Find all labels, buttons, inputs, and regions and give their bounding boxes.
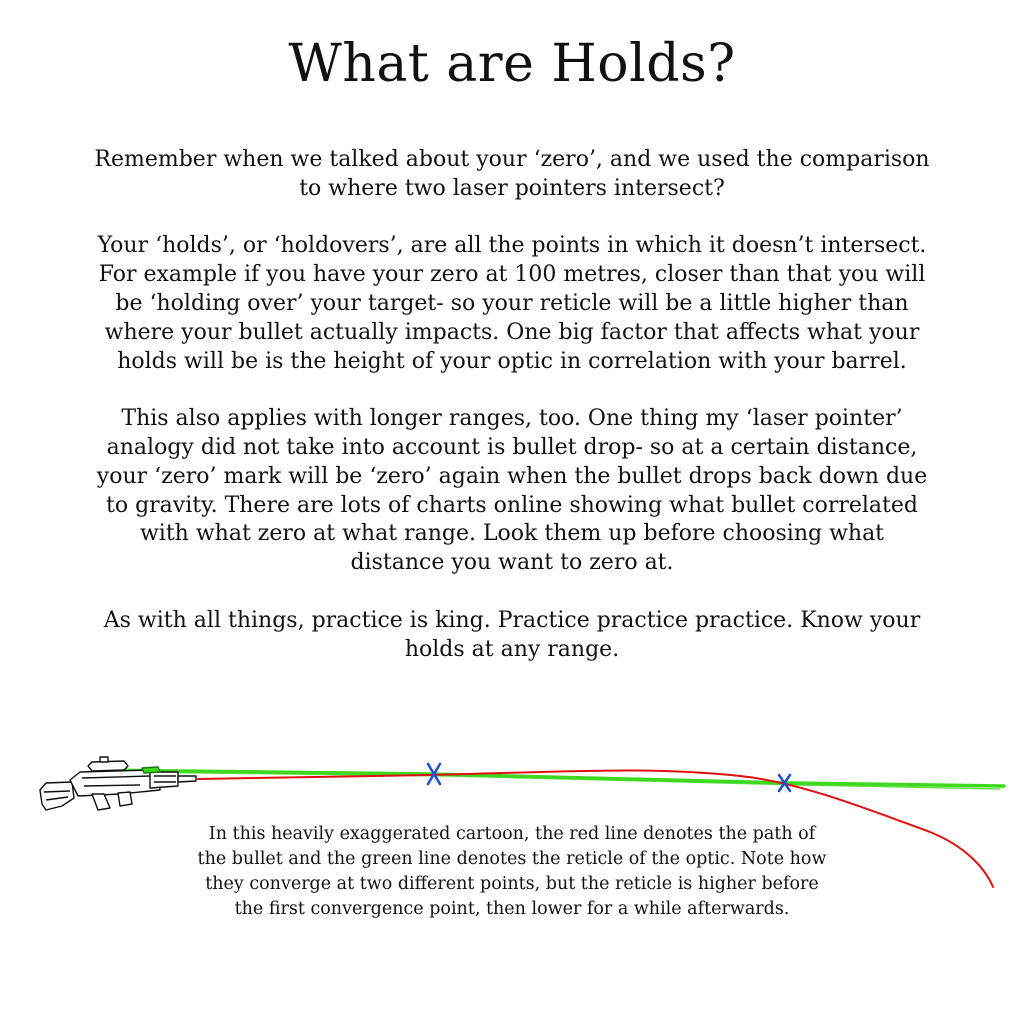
page-title: What are Holds? — [288, 34, 736, 94]
paragraph-long-range: This also applies with longer ranges, too. One thing my ‘laser pointer’ analogy did not take into account is bullet drop- so at a certain distance, your ‘zero’ mark will be ‘zero’ again when the bullet drops back down due to gravity. There are lots of charts online showing what bullet correlated with what zero at what range. Look them up before choosing what distance you want to zero at. — [96, 406, 928, 576]
body-text — [92, 146, 932, 693]
reticle-line-sketch — [130, 772, 1000, 789]
paragraph-holds-definition: Your ‘holds’, or ‘holdovers’, are all the points in which it doesn’t intersect. For example if you have your zero at 100 metres, closer than that you will be ‘holding over’ your target- so your reticle will be a little higher than where your bullet actually impacts. One big factor that affects what your holds will be is the height of your optic in correlation with your barrel. — [97, 233, 927, 374]
diagram-caption: In this heavily exaggerated cartoon, the red line denotes the path of the bullet and the green line denotes the reticle of the optic. Note how they converge at two different points, but the reticle is higher before the first convergence point, then lower for a while afterwards. — [197, 824, 827, 919]
paragraph-practice: As with all things, practice is king. Practice practice practice. Know your holds at any range. — [103, 607, 921, 662]
paragraph-zero-recap: Remember when we talked about your ‘zero’, and we used the comparison to where two laser pointers intersect? — [94, 147, 930, 201]
rifle-icon — [40, 757, 196, 810]
